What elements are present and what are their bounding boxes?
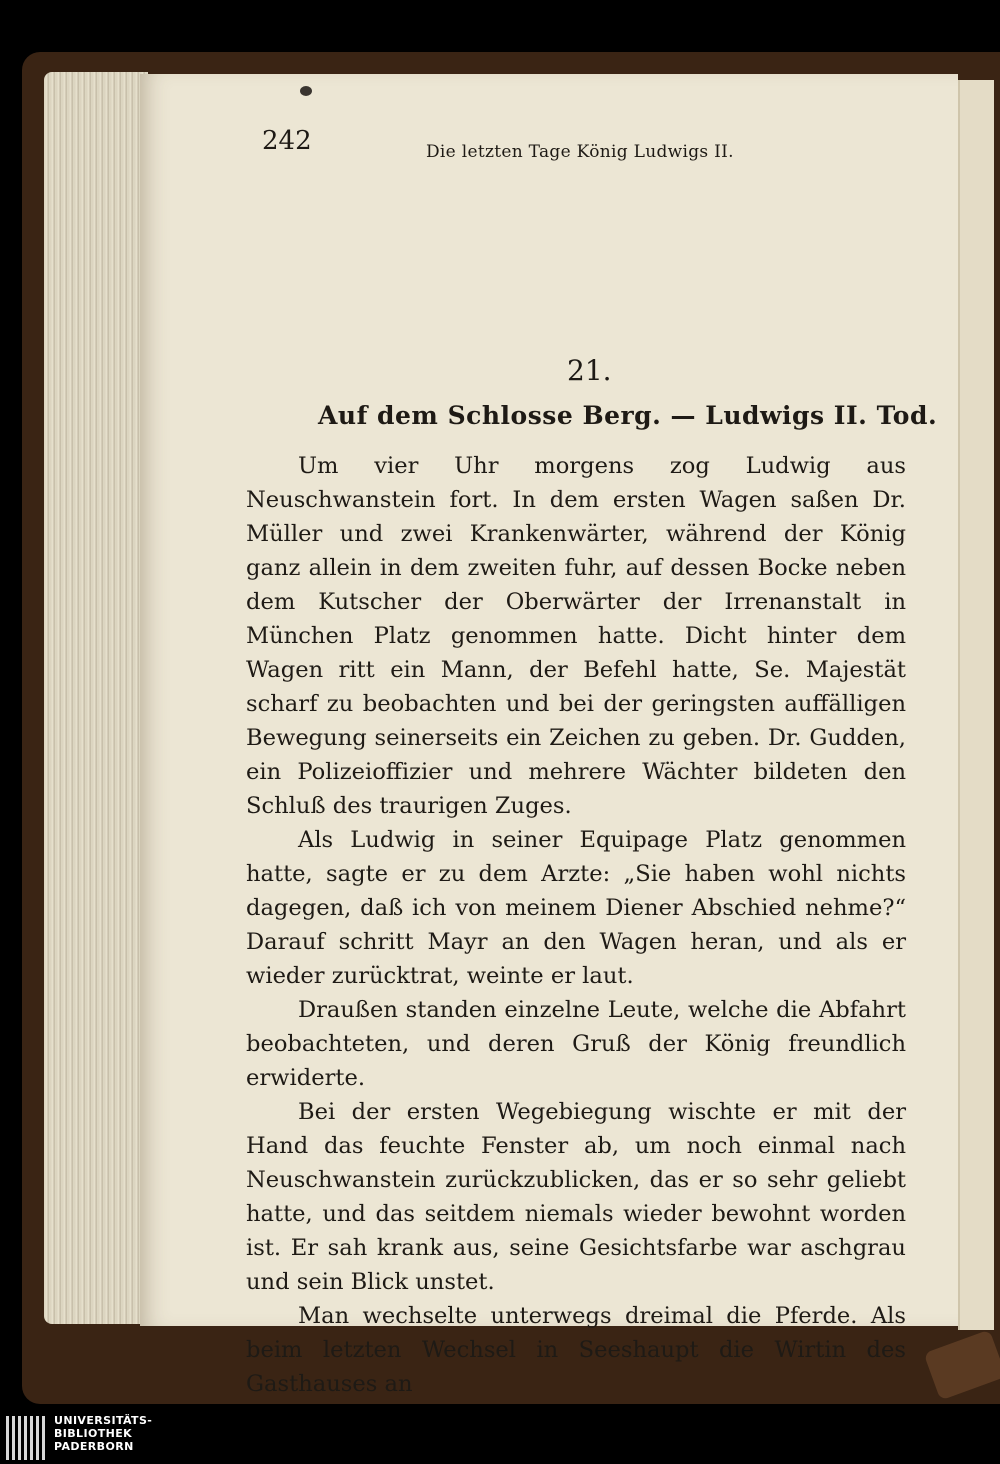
paragraph: Als Ludwig in seiner Equipage Platz genommen hatte, sagte er zu dem Arzte: „Sie haben wohl nichts dagegen, daß ich von meinem Diener Abschied nehme?“ Darauf schritt Mayr an den Wagen heran, und als er wieder zurücktrat, weinte er laut. [246,827,906,989]
library-logo-icon [6,1416,46,1460]
chapter-title: Auf dem Schlosse Berg. — Ludwigs II. Tod. [318,401,938,430]
ink-spot [300,86,312,96]
running-title: Die letzten Tage König Ludwigs II. [426,142,734,162]
logo-line: PADERBORN [54,1440,134,1453]
chapter-number: 21. [567,354,612,387]
logo-line: BIBLIOTHEK [54,1427,133,1440]
paragraph: Um vier Uhr morgens zog Ludwig aus Neuschwanstein fort. In dem ersten Wagen saßen Dr. Müller und zwei Krankenwärter, während der König ganz allein in dem zweiten fuhr, auf dessen Bocke neben dem Kutscher der Oberwärter der Irrenanstalt in München Platz genommen hatte. Dicht hinter dem Wagen ritt ein Mann, der Befehl hatte, Se. Majestät scharf zu beobachten und bei der geringsten auffälligen Bewegung seinerseits ein Zeichen zu geben. Dr. Gudden, ein Polizeioffizier und mehrere Wächter bildeten den Schluß des traurigen Zuges. [246,453,906,819]
library-logo-text [54,1414,152,1453]
page-number: 242 [262,126,312,156]
paragraph: Draußen standen einzelne Leute, welche die Abfahrt beobachteten, und deren Gruß der König freundlich erwiderte. [246,997,906,1091]
facing-page-edge [958,80,994,1330]
body-text [246,449,906,1401]
page-edges [44,72,148,1324]
paragraph: Bei der ersten Wegebiegung wischte er mit der Hand das feuchte Fenster ab, um noch einmal nach Neuschwanstein zurückzublicken, das er so sehr geliebt hatte, und das seitdem niemals wieder bewohnt worden ist. Er sah krank aus, seine Gesichtsfarbe war aschgrau und sein Blick unstet. [246,1099,906,1295]
library-logo [0,1412,200,1464]
paragraph: Man wechselte unterwegs dreimal die Pferde. Als beim letzten Wechsel in Seeshaupt die Wirtin des Gasthauses an [246,1303,906,1397]
logo-line: UNIVERSITÄTS- [54,1414,153,1427]
